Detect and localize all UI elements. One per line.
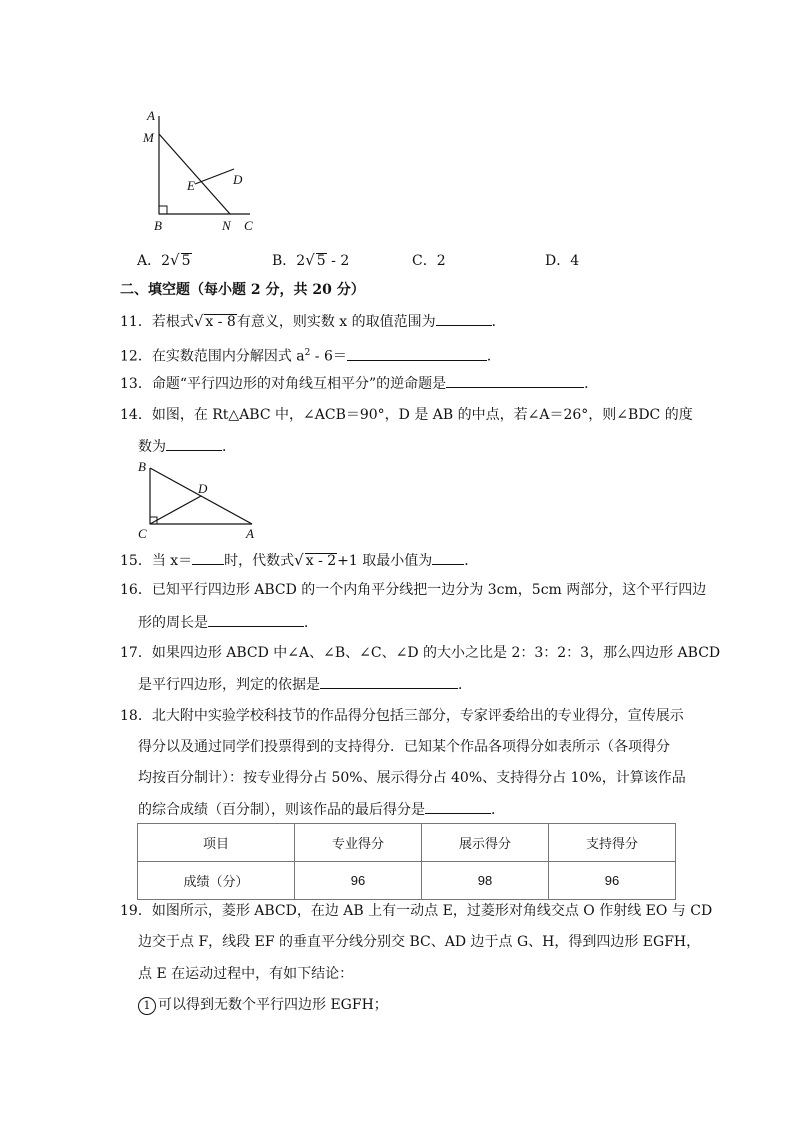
label-B: B bbox=[154, 218, 162, 233]
circled-number-1: 1 bbox=[138, 997, 156, 1015]
label-N: N bbox=[222, 218, 231, 233]
question-18-line2: 得分以及通过同学们投票得到的支持得分．已知某个作品各项得分如表所示（各项得分 bbox=[138, 739, 670, 755]
question-14: 14．如图，在 Rt△ABC 中，∠ACB＝90°，D 是 AB 的中点，若∠A＝26°，则∠BDC 的度 bbox=[120, 407, 693, 423]
table-header: 专业得分 bbox=[295, 824, 422, 862]
label-D: D bbox=[198, 481, 208, 496]
figure-triangle-mbn bbox=[138, 106, 268, 236]
question-17: 17．如果四边形 ABCD 中∠A、∠B、∠C、∠D 的大小之比是 2：3：2：3，那么四边形 ABCD bbox=[120, 645, 721, 661]
label-C: C bbox=[138, 526, 147, 541]
label-E: E bbox=[187, 178, 195, 193]
table-header-row bbox=[138, 824, 676, 862]
score-table bbox=[137, 823, 676, 900]
question-13: 13．命题“平行四边形的对角线互相平分”的逆命题是 ． bbox=[120, 373, 598, 394]
question-12: 12．在实数范围内分解因式 $a^2 - 6=$ ． bbox=[120, 343, 501, 367]
option-c: C．2 bbox=[412, 253, 446, 269]
question-19: 19．如图所示，菱形 ABCD，在边 AB 上有一动点 E，过菱形对角线交点 O 作射线 EO 与 CD bbox=[120, 903, 713, 919]
question-18-line3: 均按百分制计）：按专业得分占 50%、展示得分占 40%、支持得分占 10%，计算该作品 bbox=[138, 770, 686, 786]
option-a: A．2√ 5 bbox=[137, 251, 191, 269]
table-cell: 成绩（分） bbox=[138, 862, 295, 900]
question-17-cont: 是平行四边形，判定的依据是 ． bbox=[138, 674, 472, 695]
label-C: C bbox=[244, 218, 253, 233]
question-19-line2: 边交于点 F，线段 EF 的垂直平分线分别交 BC、AD 边于点 G、H，得到四边形 EGFH， bbox=[138, 934, 701, 950]
question-19-item1: 1 可以得到无数个平行四边形 EGFH； bbox=[138, 995, 388, 1015]
option-d: D．4 bbox=[545, 253, 580, 269]
option-b: B．2√ 5 - 2 bbox=[272, 251, 350, 269]
figure-right-triangle-abc bbox=[134, 458, 264, 542]
question-11: 11．若根式√ x - 8有意义，则实数 x 的取值范围为 ． bbox=[120, 312, 506, 330]
table-header: 项目 bbox=[138, 824, 295, 862]
section-title: 二、填空题（每小题 2 分，共 20 分） bbox=[120, 282, 365, 298]
question-18-line4: 的综合成绩（百分制），则该作品的最后得分是 ． bbox=[138, 799, 505, 820]
label-A: A bbox=[246, 526, 254, 541]
question-16: 16．已知平行四边形 ABCD 的一个内角平分线把一边分为 3cm，5cm 两部分，这个平行四边 bbox=[120, 582, 707, 598]
table-cell: 96 bbox=[548, 862, 675, 900]
question-14-cont: 数为 ． bbox=[138, 436, 236, 457]
table-row bbox=[138, 862, 676, 900]
table-header: 展示得分 bbox=[421, 824, 548, 862]
table-header: 支持得分 bbox=[548, 824, 675, 862]
label-D: D bbox=[233, 172, 243, 187]
question-15: 15．当 x＝ 时，代数式√ x - 2+1 取最小值为 ． bbox=[120, 551, 479, 569]
label-A: A bbox=[147, 108, 155, 123]
question-19-line3: 点 E 在运动过程中，有如下结论： bbox=[138, 966, 354, 982]
question-16-cont: 形的周长是 ． bbox=[138, 612, 318, 633]
label-B: B bbox=[138, 459, 146, 474]
table-cell: 98 bbox=[421, 862, 548, 900]
table-cell: 96 bbox=[295, 862, 422, 900]
question-18: 18．北大附中实验学校科技节的作品得分包括三部分，专家评委给出的专业得分，宣传展示 bbox=[120, 708, 684, 724]
label-M: M bbox=[143, 130, 154, 145]
